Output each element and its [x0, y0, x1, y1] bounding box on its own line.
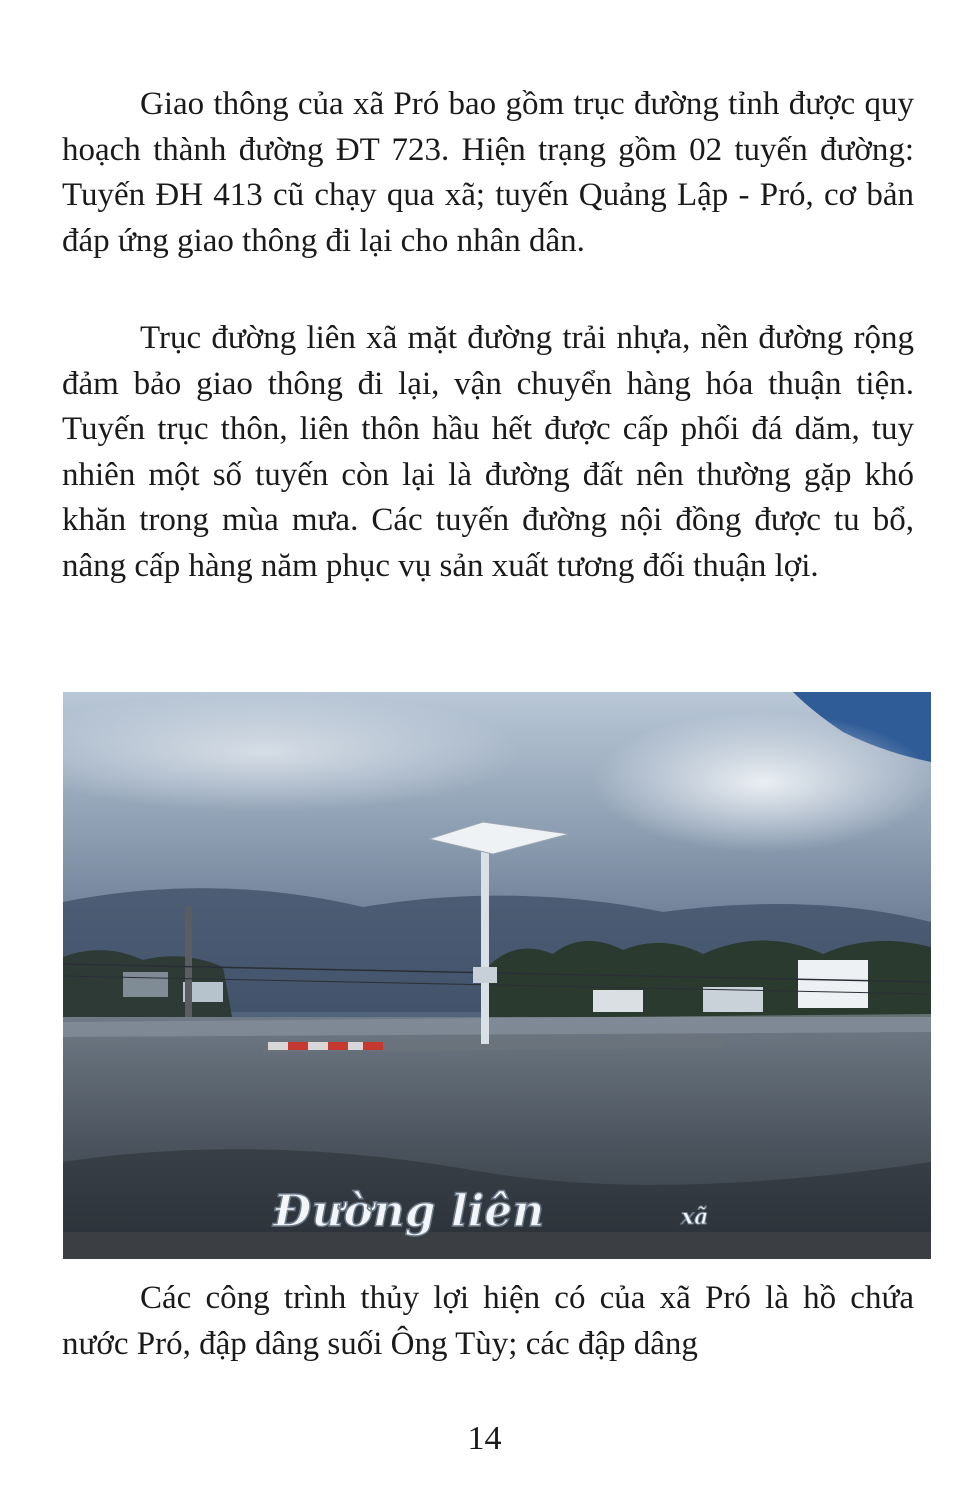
- road-photo: [63, 692, 931, 1259]
- cloud: [593, 712, 931, 852]
- page-number: 14: [467, 1420, 502, 1457]
- paragraph-roads: Trục đường liên xã mặt đường trải nhựa, nền đường rộng đảm bảo giao thông đi lại, vận chuyển hàng hóa thuận tiện. Tuyến trục thôn, liên thôn hầu hết được cấp phối đá dăm, tuy nhiên một số tuyến còn lại là đường đất nên thường gặp khó khăn trong mùa mưa. Các tuyến đường nội đồng được tu bổ, nâng cấp hàng năm phục vụ sản xuất tương đối thuận lợi.: [62, 320, 914, 584]
- paragraph-transport: Giao thông của xã Pró bao gồm trục đường tỉnh được quy hoạch thành đường ĐT 723. Hiện trạng gồm 02 tuyến đường: Tuyến ĐH 413 cũ chạy qua xã; tuyến Quảng Lập - Pró, cơ bản đáp ứng giao thông đi lại cho nhân dân.: [62, 86, 914, 259]
- street-light-pole: [481, 852, 489, 1044]
- photo-caption-small: xã: [681, 1204, 709, 1230]
- white-building: [798, 960, 868, 1008]
- photo-caption-main: Đường liên: [273, 1186, 545, 1237]
- paragraph-irrigation: Các công trình thủy lợi hiện có của xã Pró là hồ chứa nước Pró, đập dâng suối Ông Tùy; các đập dâng: [62, 1280, 914, 1362]
